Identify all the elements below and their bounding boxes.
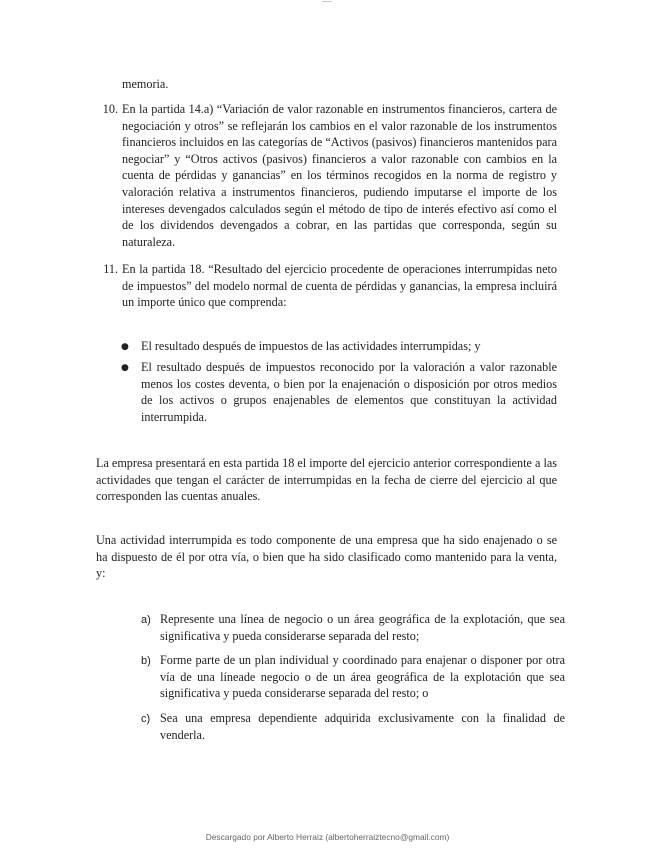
body-paragraph: Una actividad interrumpida es todo componente de una empresa que ha sido enajenado o se ha dispuesto de él por otra vía, o bien que ha sido clasificado como mantenido para la venta, y:: [96, 533, 557, 581]
bullet-icon: ●: [121, 363, 129, 373]
list-letter: b): [141, 655, 151, 667]
list-number: 11.: [103, 262, 118, 276]
continuation-text: memoria.: [122, 77, 169, 91]
lettered-item-text: Forme parte de un plan individual y coordinado para enajenar o disponer por otra vía de una líneade negocio o de un área geográfica de la explotación que sea significativa y pueda considerarse separada del resto; o: [160, 653, 565, 701]
list-number: 10.: [102, 102, 118, 116]
bullet-item-text: El resultado después de impuestos de las actividades interrumpidas; y: [141, 339, 481, 353]
numbered-item-text: En la partida 14.a) “Variación de valor razonable en instrumentos financieros, cartera de negociación y otros” se reflejarán los cambios en el valor razonable de los instrumentos financieros incluidos en las categorías de “Activos (pasivos) financieros mantenidos para negociar” y “Otros activos (pasivos) financieros a valor razonable con cambios en la cuenta de pérdidas y ganancias” en los términos recogidos en la norma de registro y valoración relativa a instrumentos financieros, pudiendo imputarse el importe de los intereses devengados calculados según el método de tipo de interés efectivo así como el de los dividendos devengados a cobrar, en las partidas que corresponda, según su naturaleza.: [122, 102, 557, 249]
numbered-item-text: En la partida 18. “Resultado del ejercicio procedente de operaciones interrumpidas neto de impuestos” del modelo normal de cuenta de pérdidas y ganancias, la empresa incluirá un importe único que comprenda:: [122, 262, 557, 310]
list-letter: a): [141, 614, 151, 626]
lettered-item-text: Sea una empresa dependiente adquirida exclusivamente con la finalidad de venderla.: [160, 711, 565, 742]
bullet-icon: ●: [121, 342, 129, 352]
lettered-item-text: Represente una línea de negocio o un área geográfica de la explotación, que sea significativa y pueda considerarse separada del resto;: [160, 612, 565, 643]
bullet-item-text: El resultado después de impuestos reconocido por la valoración a valor razonable menos los costes deventa, o bien por la enajenación o disposición por otros medios de los activos o grupos enajenables de elementos que constituyan la actividad interrumpida.: [141, 360, 557, 424]
download-footer: Descargado por Alberto Herraiz (albertoherraiztecno@gmail.com): [205, 832, 450, 842]
page-top-mark: [322, 0, 334, 2]
list-letter: c): [141, 713, 151, 725]
body-paragraph: La empresa presentará en esta partida 18 el importe del ejercicio anterior correspondiente a las actividades que tengan el carácter de interrumpidas en la fecha de cierre del ejercicio al que corresponden las cuentas anuales.: [96, 456, 557, 504]
